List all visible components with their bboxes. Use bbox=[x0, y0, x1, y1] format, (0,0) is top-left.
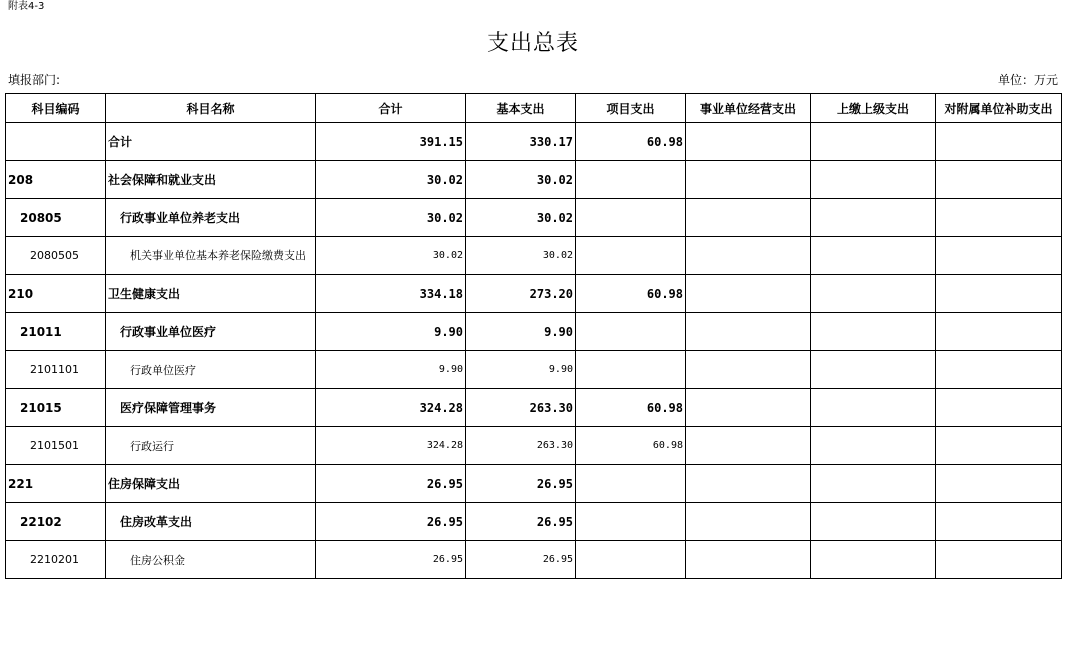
cell-total: 391.15 bbox=[316, 123, 466, 161]
cell-code: 2101101 bbox=[6, 351, 106, 389]
table-header-row bbox=[6, 94, 1062, 123]
cell-basic: 9.90 bbox=[466, 313, 576, 351]
cell-business bbox=[686, 313, 811, 351]
table-row bbox=[6, 123, 1062, 161]
cell-upper bbox=[811, 313, 936, 351]
cell-business bbox=[686, 503, 811, 541]
cell-upper bbox=[811, 161, 936, 199]
cell-upper bbox=[811, 427, 936, 465]
cell-business bbox=[686, 123, 811, 161]
cell-total: 9.90 bbox=[316, 313, 466, 351]
cell-project bbox=[576, 237, 686, 275]
cell-name: 住房保障支出 bbox=[106, 465, 316, 503]
cell-project bbox=[576, 161, 686, 199]
table-row bbox=[6, 541, 1062, 579]
cell-subsidy bbox=[936, 427, 1062, 465]
table-row bbox=[6, 161, 1062, 199]
cell-project: 60.98 bbox=[576, 427, 686, 465]
cell-subsidy bbox=[936, 389, 1062, 427]
cell-code: 20805 bbox=[6, 199, 106, 237]
cell-name: 行政事业单位养老支出 bbox=[106, 199, 316, 237]
cell-total: 9.90 bbox=[316, 351, 466, 389]
cell-business bbox=[686, 275, 811, 313]
cell-business bbox=[686, 199, 811, 237]
cell-name: 卫生健康支出 bbox=[106, 275, 316, 313]
header-code: 科目编码 bbox=[6, 94, 106, 123]
cell-project: 60.98 bbox=[576, 389, 686, 427]
table-row bbox=[6, 275, 1062, 313]
cell-business bbox=[686, 351, 811, 389]
cell-upper bbox=[811, 503, 936, 541]
cell-total: 324.28 bbox=[316, 389, 466, 427]
unit-label: 单位：万元 bbox=[997, 73, 1058, 87]
cell-code bbox=[6, 123, 106, 161]
header-name: 科目名称 bbox=[106, 94, 316, 123]
cell-business bbox=[686, 427, 811, 465]
cell-code: 208 bbox=[6, 161, 106, 199]
cell-basic: 30.02 bbox=[466, 237, 576, 275]
cell-total: 26.95 bbox=[316, 503, 466, 541]
cell-project bbox=[576, 313, 686, 351]
cell-upper bbox=[811, 199, 936, 237]
cell-subsidy bbox=[936, 313, 1062, 351]
cell-business bbox=[686, 161, 811, 199]
cell-business bbox=[686, 541, 811, 579]
cell-code: 2210201 bbox=[6, 541, 106, 579]
cell-name: 医疗保障管理事务 bbox=[106, 389, 316, 427]
cell-code: 22102 bbox=[6, 503, 106, 541]
cell-basic: 30.02 bbox=[466, 199, 576, 237]
cell-total: 30.02 bbox=[316, 199, 466, 237]
cell-project: 60.98 bbox=[576, 275, 686, 313]
cell-business bbox=[686, 237, 811, 275]
cell-business bbox=[686, 465, 811, 503]
table-row bbox=[6, 427, 1062, 465]
cell-name: 行政事业单位医疗 bbox=[106, 313, 316, 351]
cell-code: 221 bbox=[6, 465, 106, 503]
cell-project: 60.98 bbox=[576, 123, 686, 161]
page-title: 支出总表 bbox=[486, 31, 579, 56]
cell-total: 324.28 bbox=[316, 427, 466, 465]
cell-upper bbox=[811, 123, 936, 161]
cell-total: 26.95 bbox=[316, 541, 466, 579]
cell-project bbox=[576, 503, 686, 541]
cell-total: 26.95 bbox=[316, 465, 466, 503]
cell-code: 2080505 bbox=[6, 237, 106, 275]
cell-subsidy bbox=[936, 123, 1062, 161]
cell-code: 21015 bbox=[6, 389, 106, 427]
expenditure-table bbox=[5, 93, 1062, 579]
cell-subsidy bbox=[936, 275, 1062, 313]
cell-basic: 9.90 bbox=[466, 351, 576, 389]
table-row bbox=[6, 389, 1062, 427]
table-row bbox=[6, 465, 1062, 503]
cell-subsidy bbox=[936, 465, 1062, 503]
appendix-label: 附表4-3 bbox=[8, 1, 45, 12]
cell-name: 住房改革支出 bbox=[106, 503, 316, 541]
cell-upper bbox=[811, 389, 936, 427]
cell-subsidy bbox=[936, 351, 1062, 389]
cell-total: 30.02 bbox=[316, 161, 466, 199]
cell-subsidy bbox=[936, 237, 1062, 275]
cell-basic: 263.30 bbox=[466, 427, 576, 465]
header-project: 项目支出 bbox=[576, 94, 686, 123]
cell-name: 社会保障和就业支出 bbox=[106, 161, 316, 199]
table-row bbox=[6, 503, 1062, 541]
cell-subsidy bbox=[936, 161, 1062, 199]
header-business: 事业单位经营支出 bbox=[686, 94, 811, 123]
cell-subsidy bbox=[936, 503, 1062, 541]
cell-project bbox=[576, 541, 686, 579]
header-basic: 基本支出 bbox=[466, 94, 576, 123]
cell-basic: 26.95 bbox=[466, 503, 576, 541]
cell-basic: 30.02 bbox=[466, 161, 576, 199]
cell-total: 30.02 bbox=[316, 237, 466, 275]
cell-basic: 330.17 bbox=[466, 123, 576, 161]
cell-basic: 26.95 bbox=[466, 465, 576, 503]
cell-code: 2101501 bbox=[6, 427, 106, 465]
table-row bbox=[6, 313, 1062, 351]
cell-upper bbox=[811, 465, 936, 503]
cell-project bbox=[576, 465, 686, 503]
header-total: 合计 bbox=[316, 94, 466, 123]
cell-basic: 263.30 bbox=[466, 389, 576, 427]
cell-name: 行政单位医疗 bbox=[106, 351, 316, 389]
cell-name: 住房公积金 bbox=[106, 541, 316, 579]
cell-name: 行政运行 bbox=[106, 427, 316, 465]
cell-project bbox=[576, 351, 686, 389]
header-subsidy: 对附属单位补助支出 bbox=[936, 94, 1062, 123]
cell-total: 334.18 bbox=[316, 275, 466, 313]
cell-upper bbox=[811, 237, 936, 275]
table-row bbox=[6, 351, 1062, 389]
cell-name: 合计 bbox=[106, 123, 316, 161]
cell-subsidy bbox=[936, 199, 1062, 237]
cell-upper bbox=[811, 541, 936, 579]
cell-code: 210 bbox=[6, 275, 106, 313]
cell-upper bbox=[811, 351, 936, 389]
header-upper: 上缴上级支出 bbox=[811, 94, 936, 123]
table-row bbox=[6, 237, 1062, 275]
department-label: 填报部门: bbox=[8, 73, 61, 87]
cell-basic: 273.20 bbox=[466, 275, 576, 313]
cell-code: 21011 bbox=[6, 313, 106, 351]
cell-name: 机关事业单位基本养老保险缴费支出 bbox=[106, 237, 316, 275]
cell-business bbox=[686, 389, 811, 427]
table-row bbox=[6, 199, 1062, 237]
cell-upper bbox=[811, 275, 936, 313]
cell-basic: 26.95 bbox=[466, 541, 576, 579]
cell-project bbox=[576, 199, 686, 237]
cell-subsidy bbox=[936, 541, 1062, 579]
